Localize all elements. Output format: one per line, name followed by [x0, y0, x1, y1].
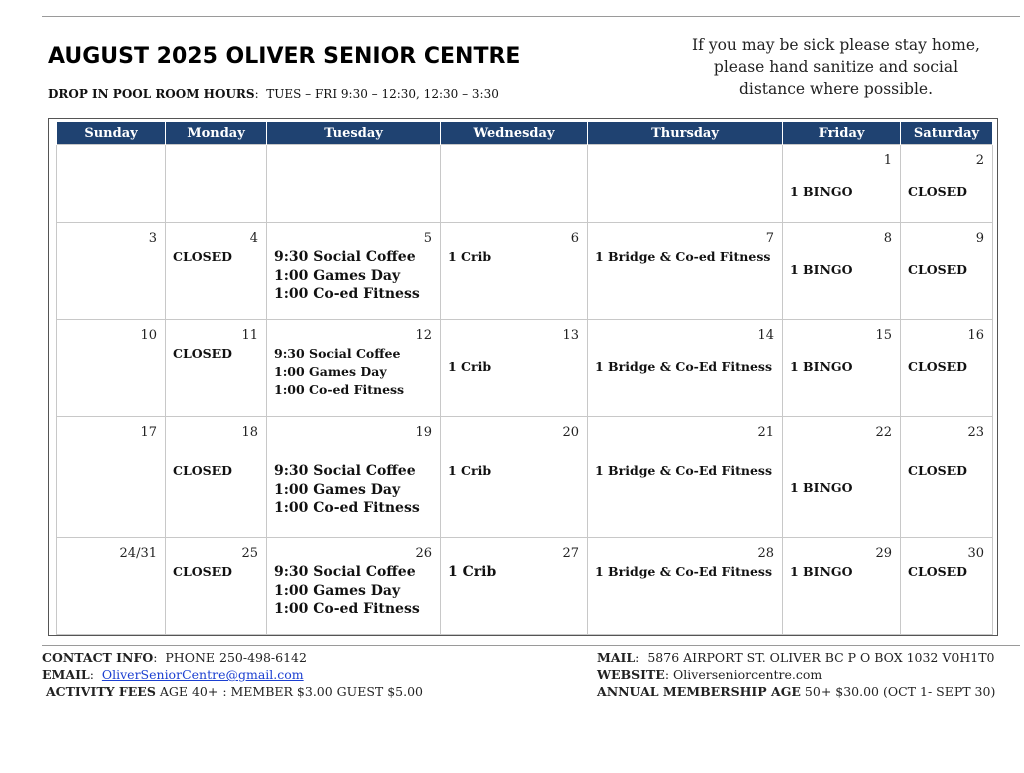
day-cell[interactable]: [267, 223, 441, 320]
day-events: [173, 563, 232, 581]
day-cell[interactable]: [166, 223, 267, 320]
day-events: [790, 479, 852, 497]
day-events: [448, 462, 491, 480]
event-item: 1 Bridge & Co-Ed Fitness: [595, 359, 772, 374]
day-events: [173, 462, 232, 480]
day-cell[interactable]: [783, 417, 901, 538]
day-cell[interactable]: [267, 538, 441, 635]
day-number: 14: [757, 328, 774, 343]
day-cell[interactable]: [57, 145, 166, 223]
weekday-header: Saturday: [901, 122, 993, 145]
membership-label: ANNUAL MEMBERSHIP AGE: [597, 684, 801, 699]
day-cell[interactable]: [267, 145, 441, 223]
day-events: [790, 261, 852, 279]
event-item: 1 BINGO: [790, 184, 853, 199]
fees-label: ACTIVITY FEES: [45, 684, 156, 699]
event-item: CLOSED: [908, 463, 968, 478]
day-cell[interactable]: [57, 538, 166, 635]
day-cell[interactable]: [588, 145, 783, 223]
calendar-table: [56, 122, 993, 635]
weekday-header: Tuesday: [267, 122, 441, 145]
notice-line: If you may be sick please stay home,: [692, 36, 980, 54]
event-item: 1:00 Co-ed Fitness: [274, 500, 420, 516]
event-item: 1 Bridge & Co-ed Fitness: [595, 249, 771, 264]
day-number: 16: [967, 328, 984, 343]
day-events: [908, 358, 967, 376]
day-cell[interactable]: [588, 538, 783, 635]
event-item: 9:30 Social Coffee: [274, 564, 416, 580]
day-events: [173, 248, 232, 266]
event-item: 1:00 Games Day: [274, 582, 401, 599]
day-cell[interactable]: [901, 320, 993, 417]
weekday-header: Monday: [166, 122, 267, 145]
day-number: 13: [562, 328, 579, 343]
mail-label: MAIL: [597, 650, 636, 665]
event-item: 1:00 Co-ed Fitness: [274, 286, 420, 302]
day-cell[interactable]: [588, 223, 783, 320]
weekday-header: Friday: [783, 122, 901, 145]
day-events: [790, 358, 852, 376]
day-events: [595, 248, 770, 266]
day-number: 6: [570, 231, 579, 246]
fees-value: AGE 40+ : MEMBER $3.00 GUEST $5.00: [159, 684, 423, 699]
mail-address: 5876 AIRPORT ST. OLIVER BC P O BOX 1032 V0H1T0: [647, 650, 995, 665]
event-item: CLOSED: [173, 249, 233, 264]
day-cell[interactable]: [441, 538, 588, 635]
health-notice: [680, 34, 992, 100]
day-number: 26: [415, 546, 432, 561]
membership-value: 50+ $30.00 (OCT 1- SEPT 30): [804, 684, 996, 699]
day-events: [274, 248, 420, 304]
day-number: 3: [148, 231, 157, 246]
day-cell[interactable]: [441, 145, 588, 223]
contact-label: CONTACT INFO: [42, 650, 154, 665]
event-item: CLOSED: [908, 359, 968, 374]
day-events: [908, 183, 967, 201]
event-item: 1 BINGO: [790, 262, 853, 277]
event-item: CLOSED: [908, 564, 968, 579]
event-item: 1:00 Games Day: [274, 481, 401, 498]
day-number: 17: [140, 425, 157, 440]
event-item: 1 Bridge & Co-Ed Fitness: [595, 564, 772, 579]
footer-address: MAIL: 5876 AIRPORT ST. OLIVER BC P O BOX 1032 V0H1T0 WEBSITE: Oliverseniorcentre.com ANNUAL MEMBERSHIP AGE 50+ $30.00 (OCT 1- SEPT 30): [597, 650, 996, 699]
day-events: [908, 563, 967, 581]
day-cell[interactable]: [441, 223, 588, 320]
email-link[interactable]: OliverSeniorCentre@gmail.com: [101, 667, 304, 682]
day-cell[interactable]: [588, 417, 783, 538]
event-item: 1 Crib: [448, 249, 492, 264]
day-events: [173, 345, 232, 363]
day-number: 10: [140, 328, 157, 343]
day-events: [595, 563, 772, 581]
day-cell[interactable]: [588, 320, 783, 417]
day-number: 19: [415, 425, 432, 440]
day-number: 22: [875, 425, 892, 440]
day-events: [448, 358, 491, 376]
day-cell[interactable]: [57, 417, 166, 538]
event-item: CLOSED: [908, 262, 968, 277]
day-cell[interactable]: [783, 538, 901, 635]
day-cell[interactable]: [901, 145, 993, 223]
day-cell[interactable]: [57, 223, 166, 320]
day-events: [274, 462, 420, 518]
day-cell[interactable]: [783, 320, 901, 417]
day-events: [908, 261, 967, 279]
day-number: 15: [875, 328, 892, 343]
event-item: 1 BINGO: [790, 480, 853, 495]
day-cell[interactable]: [166, 320, 267, 417]
event-item: 1:00 Games Day: [274, 267, 401, 284]
website-label: WEBSITE: [597, 667, 665, 682]
day-cell[interactable]: [901, 417, 993, 538]
day-number: 1: [883, 153, 892, 168]
day-cell[interactable]: [166, 145, 267, 223]
day-number: 23: [967, 425, 984, 440]
day-cell[interactable]: [57, 320, 166, 417]
event-item: 9:30 Social Coffee: [274, 463, 416, 479]
day-cell[interactable]: [267, 417, 441, 538]
event-item: 1:00 Games Day: [274, 364, 387, 379]
day-number: 4: [249, 231, 258, 246]
website-value[interactable]: Oliverseniorcentre.com: [673, 667, 823, 682]
event-item: 1 BINGO: [790, 359, 853, 374]
week-row: [57, 145, 993, 223]
event-item: 9:30 Social Coffee: [274, 249, 416, 265]
day-cell[interactable]: [901, 223, 993, 320]
day-number: 9: [975, 231, 984, 246]
day-number: 27: [562, 546, 579, 561]
email-label: EMAIL: [42, 667, 90, 682]
day-cell[interactable]: [267, 320, 441, 417]
week-row: [57, 223, 993, 320]
event-item: CLOSED: [173, 564, 233, 579]
weekday-header-row: [57, 122, 993, 145]
weekday-header: Wednesday: [441, 122, 588, 145]
day-cell[interactable]: [441, 320, 588, 417]
day-number: 12: [415, 328, 432, 343]
week-row: [57, 320, 993, 417]
event-item: 1 Crib: [448, 564, 497, 580]
event-item: CLOSED: [173, 463, 233, 478]
day-cell[interactable]: [901, 538, 993, 635]
day-events: [274, 563, 420, 619]
event-item: 1 Crib: [448, 359, 492, 374]
event-item: CLOSED: [173, 346, 233, 361]
event-item: 1 BINGO: [790, 564, 853, 579]
pool-hours: DROP IN POOL ROOM HOURS: TUES – FRI 9:30 – 12:30, 12:30 – 3:30: [48, 87, 499, 101]
day-number: 25: [241, 546, 258, 561]
day-events: [274, 345, 404, 399]
day-events: [448, 563, 496, 582]
day-cell[interactable]: [166, 538, 267, 635]
day-events: [790, 563, 852, 581]
day-number: 11: [241, 328, 258, 343]
event-item: 1 Bridge & Co-Ed Fitness: [595, 463, 772, 478]
day-number: 20: [562, 425, 579, 440]
day-number: 30: [967, 546, 984, 561]
day-cell[interactable]: [166, 417, 267, 538]
week-row: [57, 417, 993, 538]
event-item: 1 Crib: [448, 463, 492, 478]
day-events: [790, 183, 852, 201]
weekday-header: Thursday: [588, 122, 783, 145]
page-title: AUGUST 2025 OLIVER SENIOR CENTRE: [48, 44, 521, 69]
notice-line: please hand sanitize and social: [713, 58, 959, 76]
event-item: CLOSED: [908, 184, 968, 199]
day-number: 24/31: [119, 546, 157, 561]
event-item: 1:00 Co-ed Fitness: [274, 601, 420, 617]
day-cell[interactable]: [783, 223, 901, 320]
day-number: 5: [423, 231, 432, 246]
weekday-header: Sunday: [57, 122, 166, 145]
day-number: 8: [883, 231, 892, 246]
event-item: 1:00 Co-ed Fitness: [274, 382, 405, 397]
day-number: 28: [757, 546, 774, 561]
day-number: 29: [875, 546, 892, 561]
footer-contact: CONTACT INFO: PHONE 250-498-6142 EMAIL: OliverSeniorCentre@gmail.com ACTIVITY FEES AGE 40+ : MEMBER $3.00 GUEST $5.00: [42, 650, 423, 699]
top-rule: [42, 16, 1020, 17]
day-cell[interactable]: [441, 417, 588, 538]
day-number: 21: [757, 425, 774, 440]
day-events: [908, 462, 967, 480]
day-number: 2: [975, 153, 984, 168]
footer-rule: [42, 645, 1020, 646]
pool-hours-label: DROP IN POOL ROOM HOURS: [48, 87, 255, 101]
day-number: 7: [765, 231, 774, 246]
day-cell[interactable]: [783, 145, 901, 223]
week-row: [57, 538, 993, 635]
day-events: [595, 462, 772, 480]
notice-line: distance where possible.: [738, 80, 934, 98]
day-events: [448, 248, 491, 266]
day-number: 18: [241, 425, 258, 440]
day-events: [595, 358, 772, 376]
pool-hours-value: TUES – FRI 9:30 – 12:30, 12:30 – 3:30: [266, 87, 499, 101]
contact-phone: PHONE 250-498-6142: [165, 650, 307, 665]
event-item: 9:30 Social Coffee: [274, 346, 401, 361]
